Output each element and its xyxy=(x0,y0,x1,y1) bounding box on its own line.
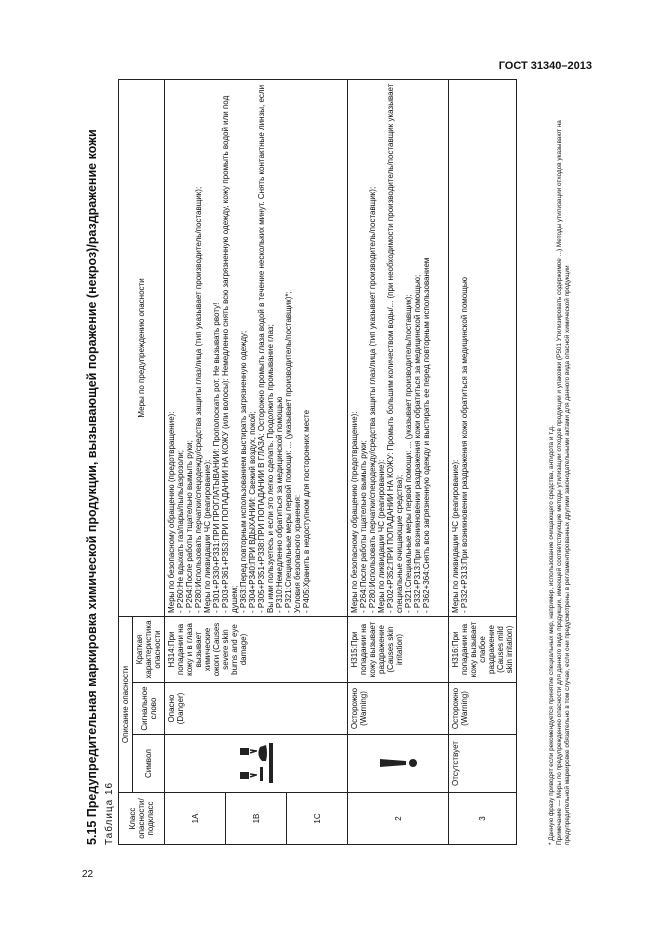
table-row xyxy=(165,79,226,844)
measures-cell: Меры по ликвидации ЧС (реагирование): - P332+P313:При возникновении раздражения кожи обратиться за медицинской помощью xyxy=(449,79,517,616)
class-cell: 1A xyxy=(165,793,226,845)
col-symbol-header: Символ xyxy=(133,735,165,793)
class-cell: 3 xyxy=(449,793,517,845)
class-cell: 2 xyxy=(348,793,449,845)
signal-cell: Опасно (Danger) xyxy=(165,683,348,735)
col-signal-header: Сигнальное слово xyxy=(133,683,165,735)
measures-cell: Меры по безопасному обращению (предотвращение): - P260:Не вдыхать газ/пары/пыль/аэрозоли; - P264:После работы тщательно вымыть руки; - P280:Использовать перчатки/спецодежду/средства защиты глаз/лица (тип указывает производитель/поставщик); Меры по ликвидации ЧС (реагирование): - P301+P330+P331:ПРИ ПРОГЛАТЫВАНИИ: Прополоскать рот. Не вызывать рвоту! - P303+P361+P353:ПРИ ПОПАДАНИИ НА КОЖУ (или волосы): Немедленно снять всю загрязненную одежду, кожу промыть водой или под душем; - P363:Перед повторным использованием выстирать загрязненную одежду; - P304+P340:ПРИ ВДЫХАНИИ: Свежий воздух, покой; - P305+P351+P338:ПРИ ПОПАДАНИИ В ГЛАЗА: Осторожно промыть глаза водой в течение нескольких минут. Снять контактные линзы, если Вы ими пользуетесь и если это легко сделать. Продолжить промывание глаз; - P310:Немедленно обратиться за медицинской помощью - P321:Специальные меры первой помощи: ... (указывает производитель/поставщик)*; Условия безопасного хранения: - P405:Хранить в недоступном для посторонних месте xyxy=(165,79,348,616)
col-char-header: Краткая характеристика опасности xyxy=(133,616,165,682)
char-cell: H314:При попадании на кожу и в глаза вызывает химические ожоги (Causes severe skin burns and eye damage) xyxy=(165,616,348,682)
table-row xyxy=(348,79,449,844)
char-cell: H315:При попадании на кожу вызывает раздражение (Causes skin irritation) xyxy=(348,616,449,682)
symbol-cell xyxy=(165,735,348,793)
signal-cell: Осторожно (Warning) xyxy=(348,683,449,735)
symbol-cell: Отсутствует xyxy=(449,735,517,793)
signal-cell: Осторожно (Warning) xyxy=(449,683,517,735)
footnote: * Данную фразу приводят если рекомендуется принятие специальных мер, например, использование очищающего средства, антидота и т.д. xyxy=(548,425,555,845)
hazard-table xyxy=(118,79,517,845)
table-row xyxy=(449,79,517,844)
table-notes xyxy=(548,80,572,845)
col-measures-header: Меры по предупреждению опасности xyxy=(119,79,165,616)
col-class-header: Класс опасности/ подкласс xyxy=(119,793,165,845)
symbol-cell xyxy=(348,735,449,793)
corrosion-icon xyxy=(236,742,276,786)
measures-cell: Меры по безопасному обращению (предотвращение): - P264:После работы тщательно вымыть руки; - P280:Использовать перчатки/спецодежду/средства защиты глаз/лица (тип указывает производитель/поставщик); Меры по ликвидации ЧС (реагирование): - P302+P352:ПРИ ПОПАДАНИИ НА КОЖУ: Промыть большим количеством воды/... (при необходимости производитель/поставщик указывает специальные очищающие средства); - P321:Специальные меры первой помощи: ... (указывает производитель/поставщик); - P332+P313:При возникновении раздражения кожи обратиться за медицинской помощью; - P362+364:Снять всю загрязненную одежду и выстирать ее перед повторным использованием xyxy=(348,79,449,616)
class-cell: 1B xyxy=(226,793,287,845)
note: Примечание — Меры по предупреждению опасности для данного вида продукции, имеющей соответствующие методы утилизации отходов продукции и упаковки (P501 Утилизировать содержимое ...) Методы утилизации отходов указывают на предупредительной маркировке обязательно в том случае, если они предусмотрены в регламентированных другими законодательными актами для данного вида опасной химической продукции xyxy=(556,120,571,845)
col-hazard-desc-header: Описание опасности xyxy=(119,616,133,792)
page-number: 22 xyxy=(82,869,94,880)
exclamation-icon xyxy=(378,757,418,771)
standard-number: ГОСТ 31340–2013 xyxy=(498,60,592,72)
class-cell: 1C xyxy=(287,793,348,845)
char-cell: H316:При попадании на кожу вызывает слабое раздражение (Causes mild skin irritation) xyxy=(449,616,517,682)
rotated-content xyxy=(84,80,584,845)
section-title: 5.15 Предупредительная маркировка химической продукции, вызывающей поражение (некроз)/раздражение кожи xyxy=(85,129,99,845)
table-label: Таблица 16 xyxy=(104,781,115,845)
